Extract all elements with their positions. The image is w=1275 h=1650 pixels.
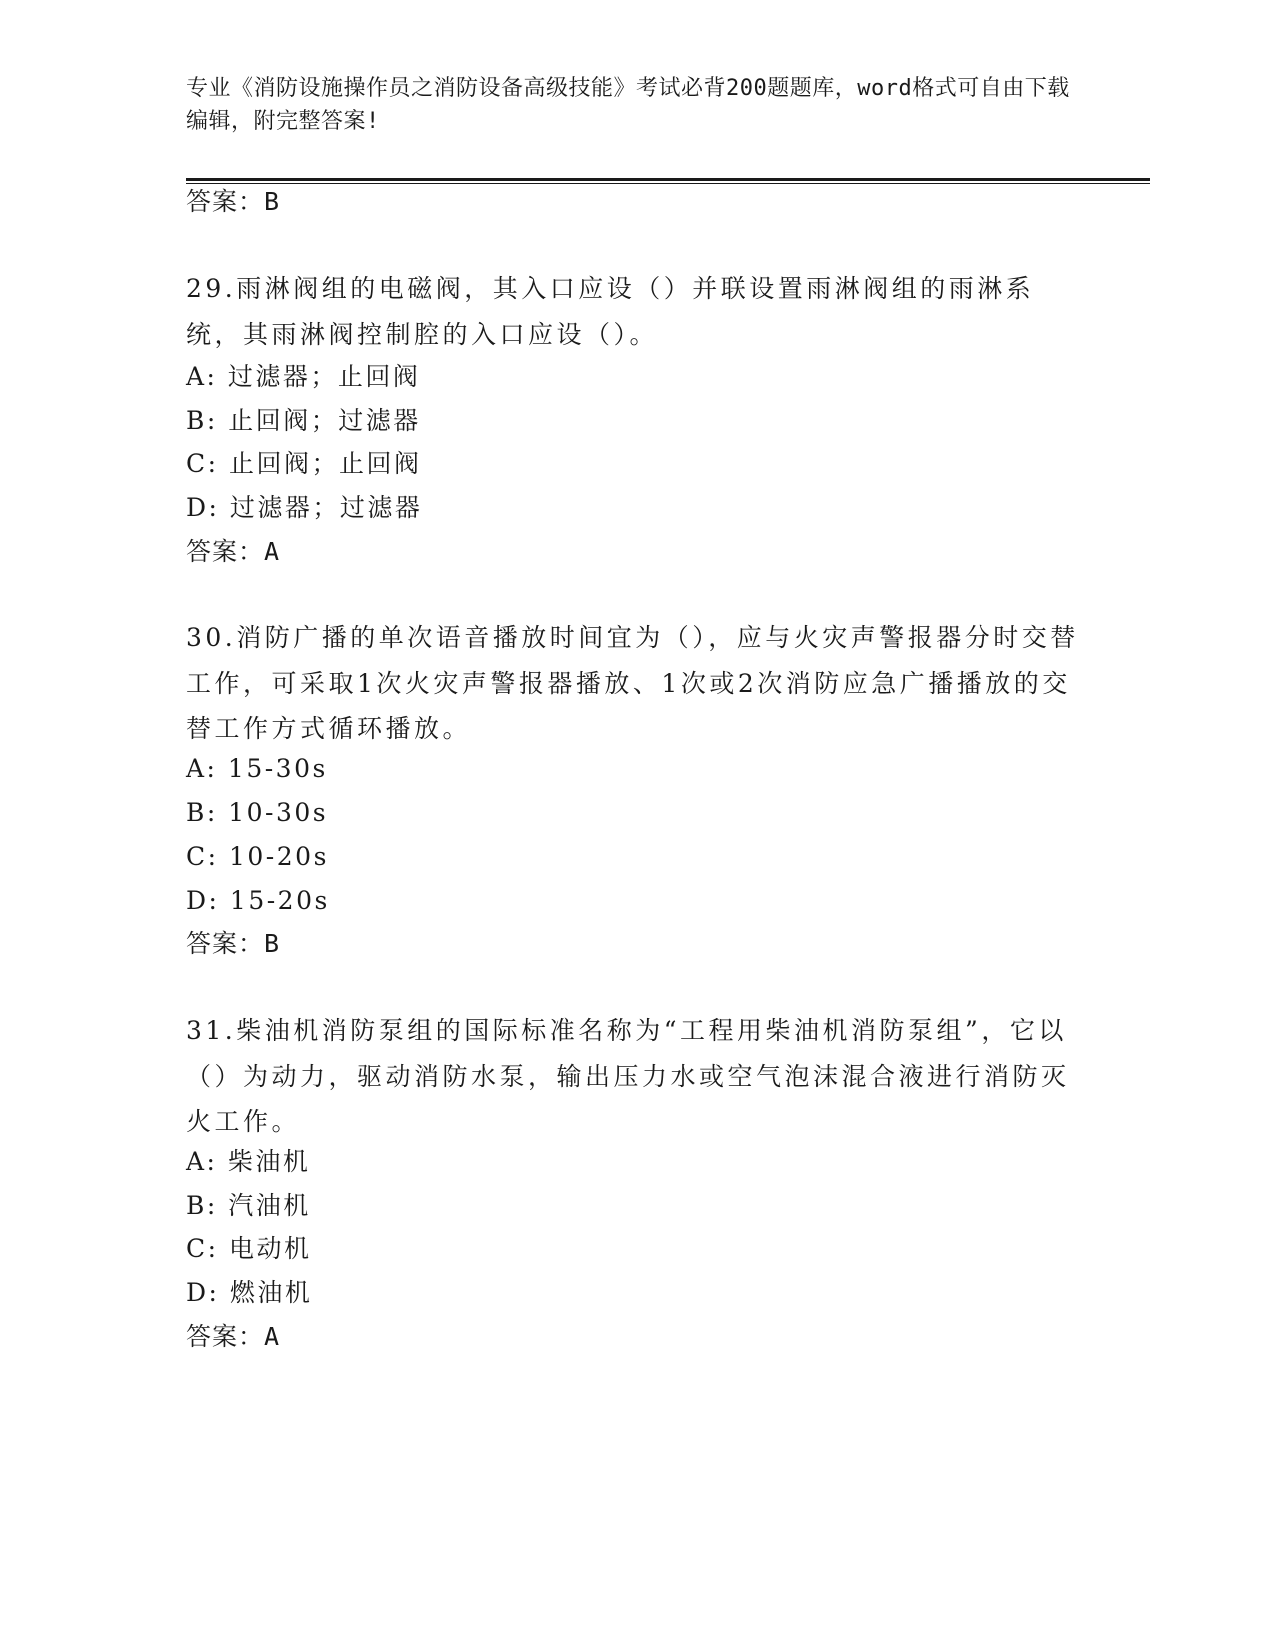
question-31-option-a: A: 柴油机: [186, 1147, 311, 1176]
question-30-option-c: C: 10-20s: [186, 842, 329, 871]
question-29-answer: 答案：A: [186, 537, 281, 566]
answer-label: 答案：B: [186, 187, 281, 216]
question-31-answer: 答案：A: [186, 1322, 281, 1351]
question-30-text: 30.消防广播的单次语音播放时间宜为（），应与火灾声警报器分时交替工作，可采取1次火灾声警报器播放、1次或2次消防应急广播播放的交替工作方式循环播放。: [186, 623, 1079, 743]
question-29-option-b: B: 止回阀；过滤器: [186, 406, 421, 435]
question-31-option-b: B: 汽油机: [186, 1191, 311, 1220]
question-29-option-a: A: 过滤器；止回阀: [186, 362, 421, 391]
question-29-option-c: C: 止回阀；止回阀: [186, 449, 422, 478]
question-30-option-d: D: 15-20s: [186, 886, 330, 915]
question-31-option-c: C: 电动机: [186, 1234, 312, 1263]
header-divider-thin: [186, 183, 1150, 184]
question-31-text: 31.柴油机消防泵组的国际标准名称为“工程用柴油机消防泵组”，它以（）为动力，驱动消防水泵，输出压力水或空气泡沫混合液进行消防灭火工作。: [186, 1016, 1070, 1136]
question-30-option-a: A: 15-30s: [186, 754, 328, 783]
document-header: 专业《消防设施操作员之消防设备高级技能》考试必背200题题库，word格式可自由下载编辑，附完整答案!: [186, 76, 1070, 134]
question-29-text: 29.雨淋阀组的电磁阀，其入口应设（）并联设置雨淋阀组的雨淋系统，其雨淋阀控制腔的入口应设（）。: [186, 274, 1035, 349]
question-31-option-d: D: 燃油机: [186, 1278, 313, 1307]
question-30-answer: 答案：B: [186, 929, 281, 958]
question-30-option-b: B: 10-30s: [186, 798, 329, 827]
question-29-option-d: D: 过滤器；过滤器: [186, 493, 423, 522]
header-divider: [186, 178, 1150, 181]
